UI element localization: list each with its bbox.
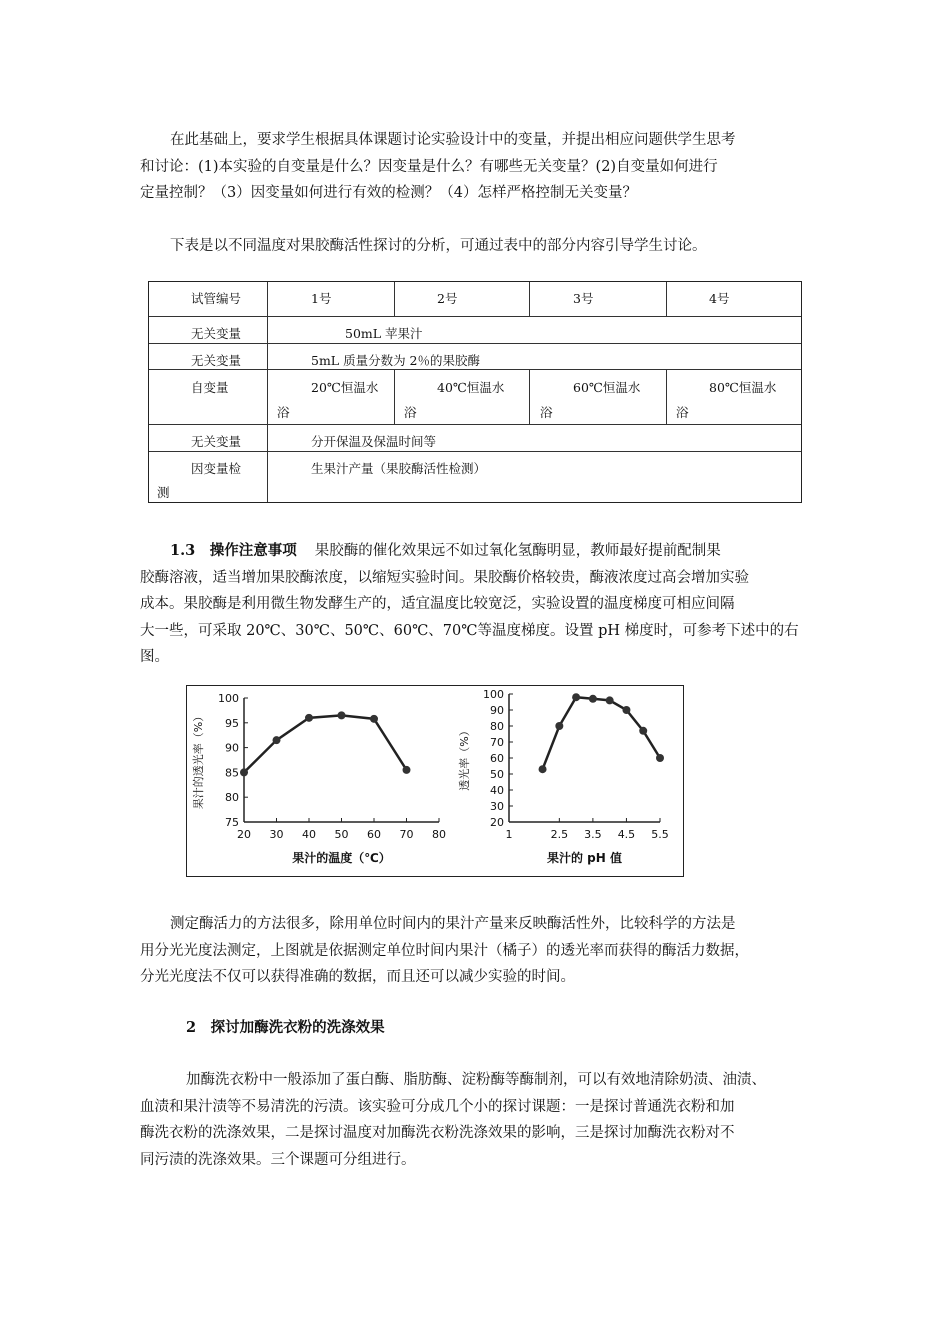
tube-4-header: 4号 [709,291,730,306]
text-line: 胶酶溶液，适当增加果胶酶浓度，以缩短实验时间。果胶酶价格较贵，酶液浓度过高会增加实验 [140,569,749,586]
x-tick-label: 50 [334,828,349,841]
text-line-content: 果胶酶的催化效果远不如过氧化氢酶明显，教师最好提前配制果 [314,543,721,559]
data-point [240,768,248,776]
x-tick-label: 80 [432,828,446,841]
intro-paragraph [140,127,820,207]
table-rule [666,369,667,424]
data-point [606,696,614,704]
charts-figure [186,685,684,877]
y-axis-label: 果汁的透光率（%） [192,710,205,810]
y-tick-label: 90 [490,704,504,717]
data-point [589,695,597,703]
y-tick-label: 40 [490,784,504,797]
data-point [639,727,647,735]
experiment-table [148,281,802,503]
tube-1-header: 1号 [311,291,332,306]
text-line: 加酶洗衣粉中一般添加了蛋白酶、脂肪酶、淀粉酶等酶制剂，可以有效地清除奶渍、油渍、 [186,1072,766,1088]
text-line [140,538,820,565]
y-tick-label: 75 [225,816,239,829]
row-label-detection-wrap: 测 [157,485,170,500]
table-rule [666,282,667,316]
x-axis-label: 果汁的温度（℃） [292,851,391,865]
y-tick-label: 60 [490,752,504,765]
x-tick-label: 5.5 [651,828,669,841]
table-rule [149,451,801,452]
y-tick-label: 30 [490,800,504,813]
text-line: 在此基础上，要求学生根据具体课题讨论实验设计中的变量，并提出相应问题供学生思考 [170,132,736,148]
x-tick-label: 30 [269,828,284,841]
table-intro-paragraph [140,233,820,260]
tube-3-header: 3号 [573,291,594,306]
table-rule [149,316,801,317]
y-axis-label: 透光率（%） [458,725,471,791]
text-line: 下表是以不同温度对果胶酶活性探讨的分析，可通过表中的部分内容引导学生讨论。 [170,238,707,254]
text-line: 血渍和果汁渍等不易清洗的污渍。该实验可分成几个小的探讨课题：一是探讨普通洗衣粉和加 [140,1098,735,1115]
x-tick-label: 60 [367,828,381,841]
charts-svg [187,686,682,875]
x-tick-label: 3.5 [584,828,602,841]
table-rule [529,282,530,316]
series-line [244,715,407,772]
temp-cell-4: 80℃恒温水 [709,380,777,395]
data-point [539,765,547,773]
temp-cell-2: 40℃恒温水 [437,380,505,395]
row-value-insulation: 分开保温及保温时间等 [311,434,437,449]
y-tick-label: 100 [218,692,239,705]
temp-cell-1: 20℃恒温水 [311,380,379,395]
x-tick-label: 1 [505,828,513,841]
y-tick-label: 100 [483,688,504,701]
row-label-enzyme: 无关变量 [191,353,242,368]
y-tick-label: 80 [490,720,504,733]
x-tick-label: 2.5 [550,828,569,841]
table-rule [529,369,530,424]
text-line: 同污渍的洗涤效果。三个课题可分组进行。 [140,1151,416,1168]
data-point [338,711,346,719]
row-value-juice: 50mL 苹果汁 [345,326,423,341]
method-paragraph [140,911,820,991]
row-value-enzyme: 5mL 质量分数为 2％的果胶酶 [311,353,481,368]
y-tick-label: 50 [490,768,504,781]
text-line: 图。 [140,649,169,665]
data-point [656,754,664,762]
text-line: 分光光度法不仅可以获得准确的数据，而且还可以减少实验的时间。 [140,969,575,985]
text-line: 和讨论：(1)本实验的自变量是什么？因变量是什么？有哪些无关变量？(2)自变量如何进行 [140,158,718,175]
tube-2-header: 2号 [437,291,458,306]
x-tick-label: 40 [302,828,316,841]
data-point [555,722,563,730]
section-1-3 [140,538,820,671]
y-tick-label: 80 [225,791,239,805]
temp-cell-3-wrap: 浴 [540,405,553,420]
table-header-label: 试管编号 [191,291,242,306]
text-line: 酶洗衣粉的洗涤效果，二是探讨温度对加酶洗衣粉洗涤效果的影响，三是探讨加酶洗衣粉对不 [140,1125,735,1141]
temperature-chart [191,692,446,865]
temp-cell-2-wrap: 浴 [404,405,417,420]
x-tick-label: 70 [399,828,414,841]
y-tick-label: 70 [490,736,504,749]
temp-cell-3: 60℃恒温水 [573,380,641,395]
data-point [403,766,411,774]
row-label-detection: 因变量检 [191,461,242,476]
x-axis-label: 果汁的 pH 值 [547,851,622,865]
table-rule [267,282,268,502]
table-rule [149,343,801,344]
row-label-temperature: 自变量 [191,380,229,395]
temp-cell-4-wrap: 浴 [676,405,689,420]
y-tick-label: 85 [225,766,239,780]
row-label-juice: 无关变量 [191,326,242,341]
x-tick-label: 20 [237,828,251,841]
data-point [305,714,313,722]
text-line: 成本。果胶酶是利用微生物发酵生产的，适宜温度比较宽泛，实验设置的温度梯度可相应间隔 [140,596,735,612]
section-heading: 2 探讨加酶洗衣粉的洗涤效果 [186,1019,385,1036]
table-rule [394,369,395,424]
table-rule [149,424,801,425]
row-label-insulation: 无关变量 [191,434,242,449]
text-line: 用分光光度法测定，上图就是依据测定单位时间内果汁（橘子）的透光率而获得的酶活力数据， [140,942,749,959]
x-tick-label: 4.5 [617,828,636,841]
data-point [622,706,630,714]
data-point [273,736,281,744]
text-line: 大一些，可采取 20℃、30℃、50℃、60℃、70℃等温度梯度。设置 pH 梯度时，可参考下述中的右 [140,622,799,639]
temp-cell-1-wrap: 浴 [277,405,290,420]
row-value-detection: 生果汁产量（果胶酶活性检测） [311,461,487,476]
y-tick-label: 20 [490,816,504,829]
y-tick-label: 90 [225,741,239,755]
text-line: 定量控制？（3）因变量如何进行有效的检测？（4）怎样严格控制无关变量？ [140,185,637,201]
section-2 [140,1015,820,1042]
detergent-paragraph [140,1067,820,1173]
y-tick-label: 95 [225,716,239,730]
table-rule [394,282,395,316]
section-heading: 1.3 操作注意事项 [170,542,297,559]
text-line: 测定酶活力的方法很多，除用单位时间内的果汁产量来反映酶活性外，比较科学的方法是 [170,916,736,932]
ph-chart [457,688,669,865]
data-point [572,693,580,701]
data-point [370,715,378,723]
